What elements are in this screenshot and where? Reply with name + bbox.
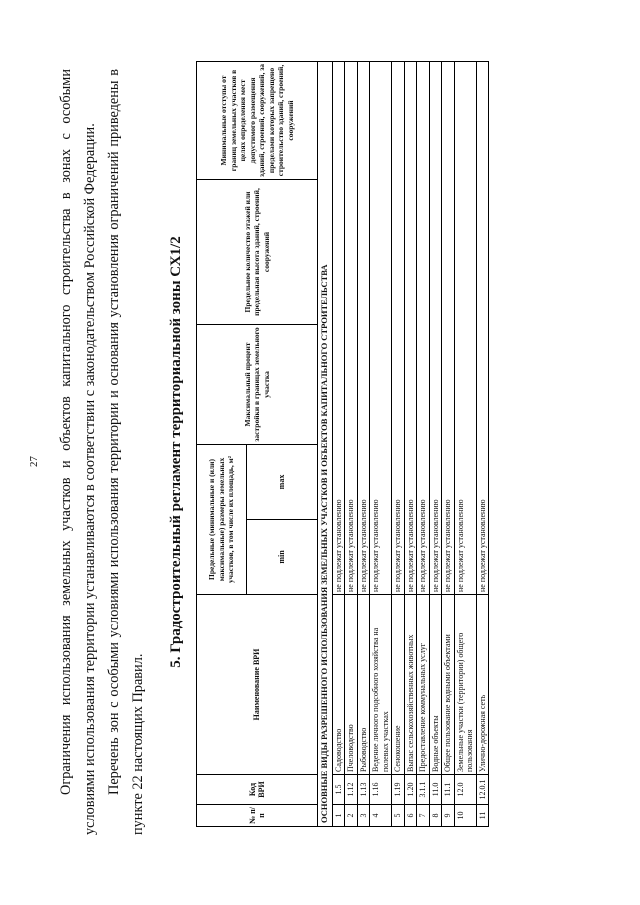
row-name: Сенокошение <box>392 595 405 775</box>
row-num: 5 <box>392 805 405 827</box>
row-value: не подлежат установлению <box>345 61 358 594</box>
section-row <box>318 61 333 826</box>
row-name: Садоводство <box>332 595 345 775</box>
row-value: не подлежат установлению <box>442 61 455 594</box>
regulation-table <box>196 61 489 827</box>
row-code: 11.0 <box>429 775 442 805</box>
row-num: 10 <box>454 805 476 827</box>
row-value: не подлежат установлению <box>417 61 430 594</box>
row-name: Общее пользование водными объектами <box>442 595 455 775</box>
row-value: не подлежат установлению <box>392 61 405 594</box>
row-num: 11 <box>476 805 489 827</box>
header-row-1 <box>197 61 247 826</box>
col-code-header: Код ВРИ <box>197 775 318 805</box>
row-name: Предоставление коммунальных услуг <box>417 595 430 775</box>
page-number: 27 <box>28 456 40 467</box>
row-name: Улично-дорожная сеть <box>476 595 489 775</box>
row-value: не подлежат установлению <box>404 61 417 594</box>
col-floors-header: Предельное количество этажей или предельная высота зданий, строений, сооружений <box>197 179 318 324</box>
row-value: не подлежат установлению <box>476 61 489 594</box>
paragraph-restrictions: Ограничения использования земельных участков и объектов капитального строительства в зонах с особыми условиями использования территории устанавливаются в соответствии с законодательством Российской Федерации. <box>58 69 98 835</box>
table-row <box>332 61 345 826</box>
col-min-header: min <box>247 520 318 595</box>
section-title: ОСНОВНЫЕ ВИДЫ РАЗРЕШЕННОГО ИСПОЛЬЗОВАНИЯ ЗЕМЕЛЬНЫХ УЧАСТКОВ И ОБЪЕКТОВ КАПИТАЛЬНОГО СТРОИТЕЛЬСТВА <box>318 61 333 826</box>
row-value: не подлежат установлению <box>454 61 476 594</box>
row-code: 3.1.1 <box>417 775 430 805</box>
table-row <box>417 61 430 826</box>
row-value: не подлежат установлению <box>429 61 442 594</box>
row-code: 1.16 <box>370 775 392 805</box>
row-code: 1.5 <box>332 775 345 805</box>
row-num: 2 <box>345 805 358 827</box>
row-code: 1.12 <box>345 775 358 805</box>
row-name: Водные объекты <box>429 595 442 775</box>
col-setbacks-header: Минимальные отступы от границ земельных участков в целях определения мест допустимого размещения зданий, строений, сооружений, за пределами которых запрещено строительство зданий, строений, сооружений <box>197 61 318 179</box>
section-heading: 5. Градостроительный регламент территориальной зоны СХ1/2 <box>168 236 184 668</box>
table-row <box>345 61 358 826</box>
row-name: Ведение личного подсобного хозяйства на полевых участках <box>370 595 392 775</box>
row-code: 12.0.1 <box>476 775 489 805</box>
paragraph-zones-list: Перечень зон с особыми условиями использования территории и основания установления ограничений приведены в пункте 22 настоящих Правил. <box>106 69 146 835</box>
col-max-header: max <box>247 444 318 519</box>
row-num: 8 <box>429 805 442 827</box>
row-code: 1.13 <box>357 775 370 805</box>
row-code: 1.19 <box>392 775 405 805</box>
row-code: 1.20 <box>404 775 417 805</box>
row-num: 1 <box>332 805 345 827</box>
row-num: 6 <box>404 805 417 827</box>
col-name-header: Наименование ВРИ <box>197 595 318 775</box>
table-row <box>442 61 455 826</box>
row-num: 4 <box>370 805 392 827</box>
table-row <box>357 61 370 826</box>
row-num: 7 <box>417 805 430 827</box>
row-num: 3 <box>357 805 370 827</box>
row-name: Выпас сельскохозяйственных животных <box>404 595 417 775</box>
table-row <box>454 61 476 826</box>
row-code: 12.0 <box>454 775 476 805</box>
row-name: Пчеловодство <box>345 595 358 775</box>
table-row <box>404 61 417 826</box>
row-num: 9 <box>442 805 455 827</box>
table-row <box>429 61 442 826</box>
table-row <box>476 61 489 826</box>
table-row <box>370 61 392 826</box>
row-name: Рыбоводство <box>357 595 370 775</box>
row-value: не подлежат установлению <box>357 61 370 594</box>
col-num-header: № п/п <box>197 805 318 827</box>
col-build-percent-header: Максимальный процент застройки в границах земельного участка <box>197 324 318 444</box>
row-value: не подлежат установлению <box>332 61 345 594</box>
row-name: Земельные участки (территории) общего пользования <box>454 595 476 775</box>
row-code: 11.1 <box>442 775 455 805</box>
row-value: не подлежат установлению <box>370 61 392 594</box>
col-size-group-header: Предельные (минимальные и (или) максимальные) размеры земельных участков, в том числе их площадь, м² <box>197 444 247 594</box>
table-row <box>392 61 405 826</box>
